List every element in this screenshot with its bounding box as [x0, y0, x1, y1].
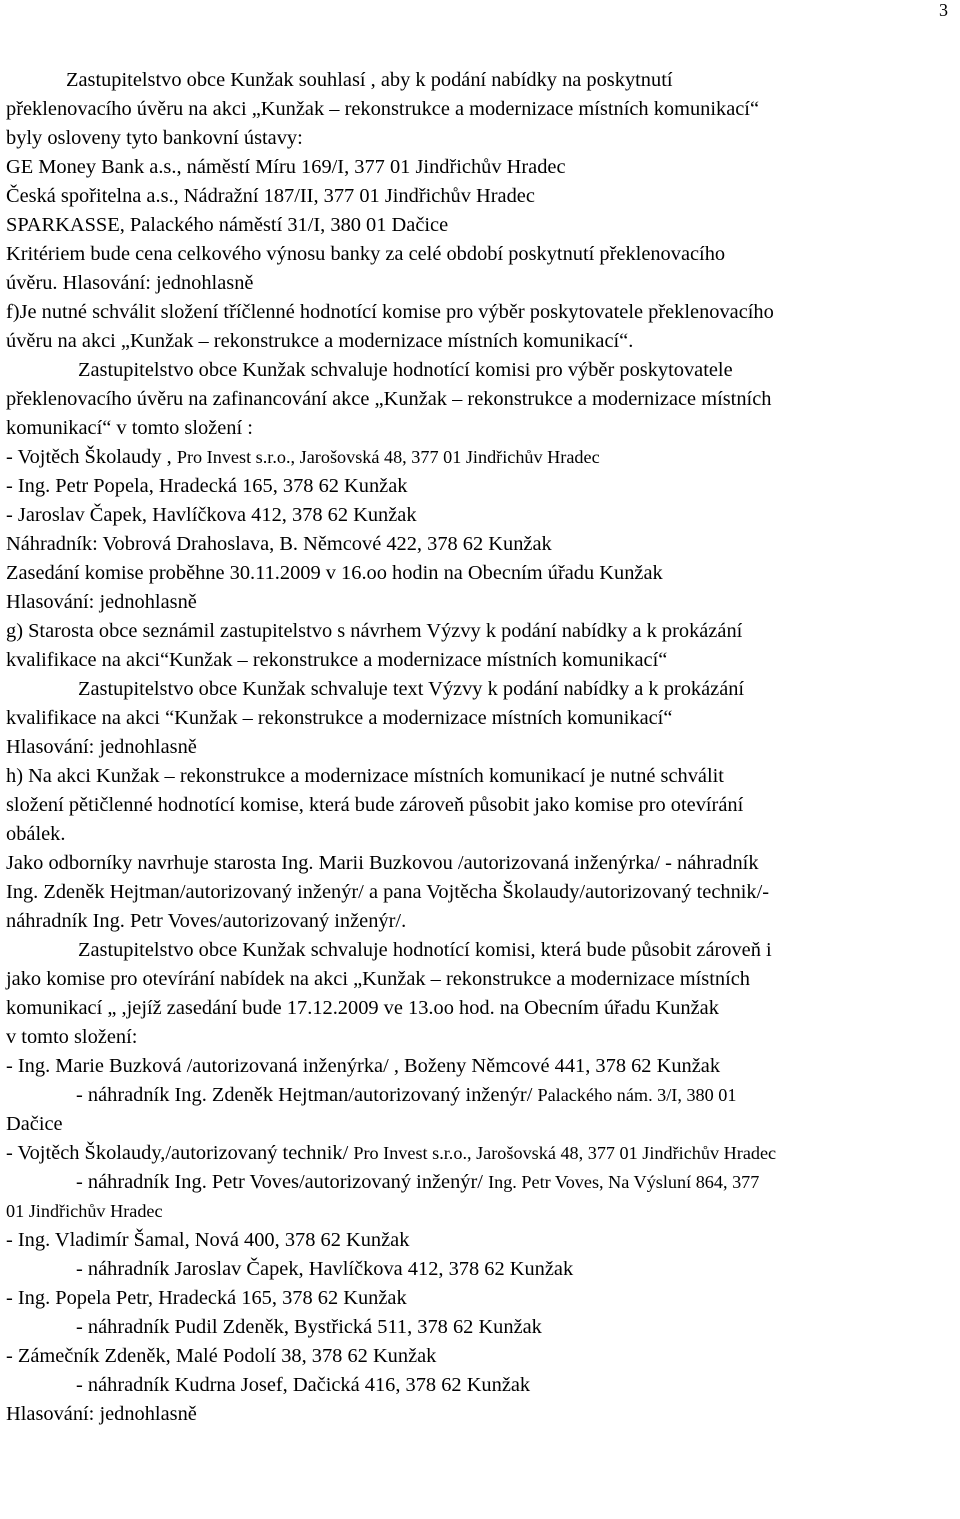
section-h-line: obálek.: [6, 823, 66, 845]
vote-line: Hlasování: jednohlasně: [6, 736, 197, 758]
committee-member: - Ing. Marie Buzková /autorizovaná inženýrka/ , Boženy Němcové 441, 378 62 Kunžak: [6, 1055, 721, 1077]
section-h-line: jako komise pro otevírání nabídek na akci „Kunžak – rekonstrukce a modernizace místních: [6, 968, 750, 990]
substitute-name: - náhradník Ing. Petr Voves/autorizovaný inženýr/: [76, 1171, 489, 1193]
substitute-line: Náhradník: Vobrová Drahoslava, B. Němcové 422, 378 62 Kunžak: [6, 533, 552, 555]
section-h-line: náhradník Ing. Petr Voves/autorizovaný inženýr/.: [6, 910, 407, 932]
section-g-line: Zastupitelstvo obce Kunžak schvaluje text Výzvy k podání nabídky a k prokázání: [78, 678, 745, 700]
committee-member: [6, 1139, 958, 1168]
section-g-line: kvalifikace na akci “Kunžak – rekonstrukce a modernizace místních komunikací“: [6, 707, 673, 729]
intro-line: Zastupitelstvo obce Kunžak souhlasí , aby k podání nabídky na poskytnutí: [66, 69, 673, 91]
document-body: [6, 66, 958, 1429]
member-address: Pro Invest s.r.o., Jarošovská 48, 377 01 Jindřichův Hradec: [353, 1143, 777, 1163]
section-f-line: překlenovacího úvěru na zafinancování akce „Kunžak – rekonstrukce a modernizace místních: [6, 388, 772, 410]
committee-member: - Ing. Vladimír Šamal, Nová 400, 378 62 Kunžak: [6, 1229, 410, 1251]
substitute-address-cont: 01 Jindřichův Hradec: [6, 1201, 163, 1221]
bank-entry: GE Money Bank a.s., náměstí Míru 169/I, 377 01 Jindřichův Hradec: [6, 156, 566, 178]
committee-member: - Ing. Petr Popela, Hradecká 165, 378 62 Kunžak: [6, 475, 408, 497]
vote-line: Hlasování: jednohlasně: [6, 591, 197, 613]
criteria-line: Kritériem bude cena celkového výnosu banky za celé období poskytnutí překlenovacího: [6, 243, 726, 265]
section-h-line: h) Na akci Kunžak – rekonstrukce a modernizace místních komunikací je nutné schválit: [6, 765, 724, 787]
bank-entry: Česká spořitelna a.s., Nádražní 187/II, 377 01 Jindřichův Hradec: [6, 185, 535, 207]
section-f-line: úvěru na akci „Kunžak – rekonstrukce a modernizace místních komunikací“.: [6, 330, 634, 352]
substitute-address: Ing. Petr Voves, Na Výsluní 864, 377: [488, 1172, 760, 1192]
section-h-line: Ing. Zdeněk Hejtman/autorizovaný inženýr/ a pana Vojtěcha Školaudy/autorizovaný technik/-: [6, 881, 770, 903]
bank-entry: SPARKASSE, Palackého náměstí 31/I, 380 01 Dačice: [6, 214, 449, 236]
member-name: - Vojtěch Školaudy,/autorizovaný technik/: [6, 1142, 354, 1164]
substitute-address-cont: Dačice: [6, 1113, 63, 1135]
section-f-line: komunikací“ v tomto složení :: [6, 417, 253, 439]
vote-line: úvěru. Hlasování: jednohlasně: [6, 272, 254, 294]
substitute-line: - náhradník Jaroslav Čapek, Havlíčkova 412, 378 62 Kunžak: [76, 1258, 574, 1280]
section-g-line: kvalifikace na akci“Kunžak – rekonstrukce a modernizace místních komunikací“: [6, 649, 668, 671]
committee-member: - Ing. Popela Petr, Hradecká 165, 378 62 Kunžak: [6, 1287, 407, 1309]
page-number: 3: [939, 0, 948, 20]
intro-line: byly osloveny tyto bankovní ústavy:: [6, 127, 303, 149]
section-g-line: g) Starosta obce seznámil zastupitelstvo s návrhem Výzvy k podání nabídky a k prokázání: [6, 620, 743, 642]
section-h-line: složení pětičlenné hodnotící komise, která bude zároveň působit jako komise pro otevírání: [6, 794, 744, 816]
section-h-line: v tomto složení:: [6, 1026, 138, 1048]
member-address: Pro Invest s.r.o., Jarošovská 48, 377 01 Jindřichův Hradec: [176, 447, 600, 467]
vote-line: Hlasování: jednohlasně: [6, 1403, 197, 1425]
section-f-line: Zastupitelstvo obce Kunžak schvaluje hodnotící komisi pro výběr poskytovatele: [78, 359, 733, 381]
section-h-line: Zastupitelstvo obce Kunžak schvaluje hodnotící komisi, která bude působit zároveň i: [78, 939, 772, 961]
section-h-line: Jako odborníky navrhuje starosta Ing. Marii Buzkovou /autorizovaná inženýrka/ - náhradník: [6, 852, 759, 874]
committee-member: - Zámečník Zdeněk, Malé Podolí 38, 378 62 Kunžak: [6, 1345, 437, 1367]
substitute-address: Palackého nám. 3/I, 380 01: [537, 1085, 737, 1105]
member-name: - Vojtěch Školaudy ,: [6, 446, 177, 468]
committee-member: [6, 443, 958, 472]
section-h-line: komunikací „ ,jejíž zasedání bude 17.12.2009 ve 13.oo hod. na Obecním úřadu Kunžak: [6, 997, 719, 1019]
committee-member: - Jaroslav Čapek, Havlíčkova 412, 378 62 Kunžak: [6, 504, 417, 526]
substitute-line: [6, 1168, 958, 1197]
substitute-line: - náhradník Pudil Zdeněk, Bystřická 511, 378 62 Kunžak: [76, 1316, 542, 1338]
substitute-name: - náhradník Ing. Zdeněk Hejtman/autorizovaný inženýr/: [76, 1084, 538, 1106]
substitute-line: [6, 1081, 958, 1110]
intro-line: překlenovacího úvěru na akci „Kunžak – rekonstrukce a modernizace místních komunikací“: [6, 98, 760, 120]
section-f-line: f)Je nutné schválit složení tříčlenné hodnotící komise pro výběr poskytovatele překlenovacího: [6, 301, 774, 323]
substitute-line: - náhradník Kudrna Josef, Dačická 416, 378 62 Kunžak: [76, 1374, 531, 1396]
meeting-line: Zasedání komise proběhne 30.11.2009 v 16.oo hodin na Obecním úřadu Kunžak: [6, 562, 663, 584]
